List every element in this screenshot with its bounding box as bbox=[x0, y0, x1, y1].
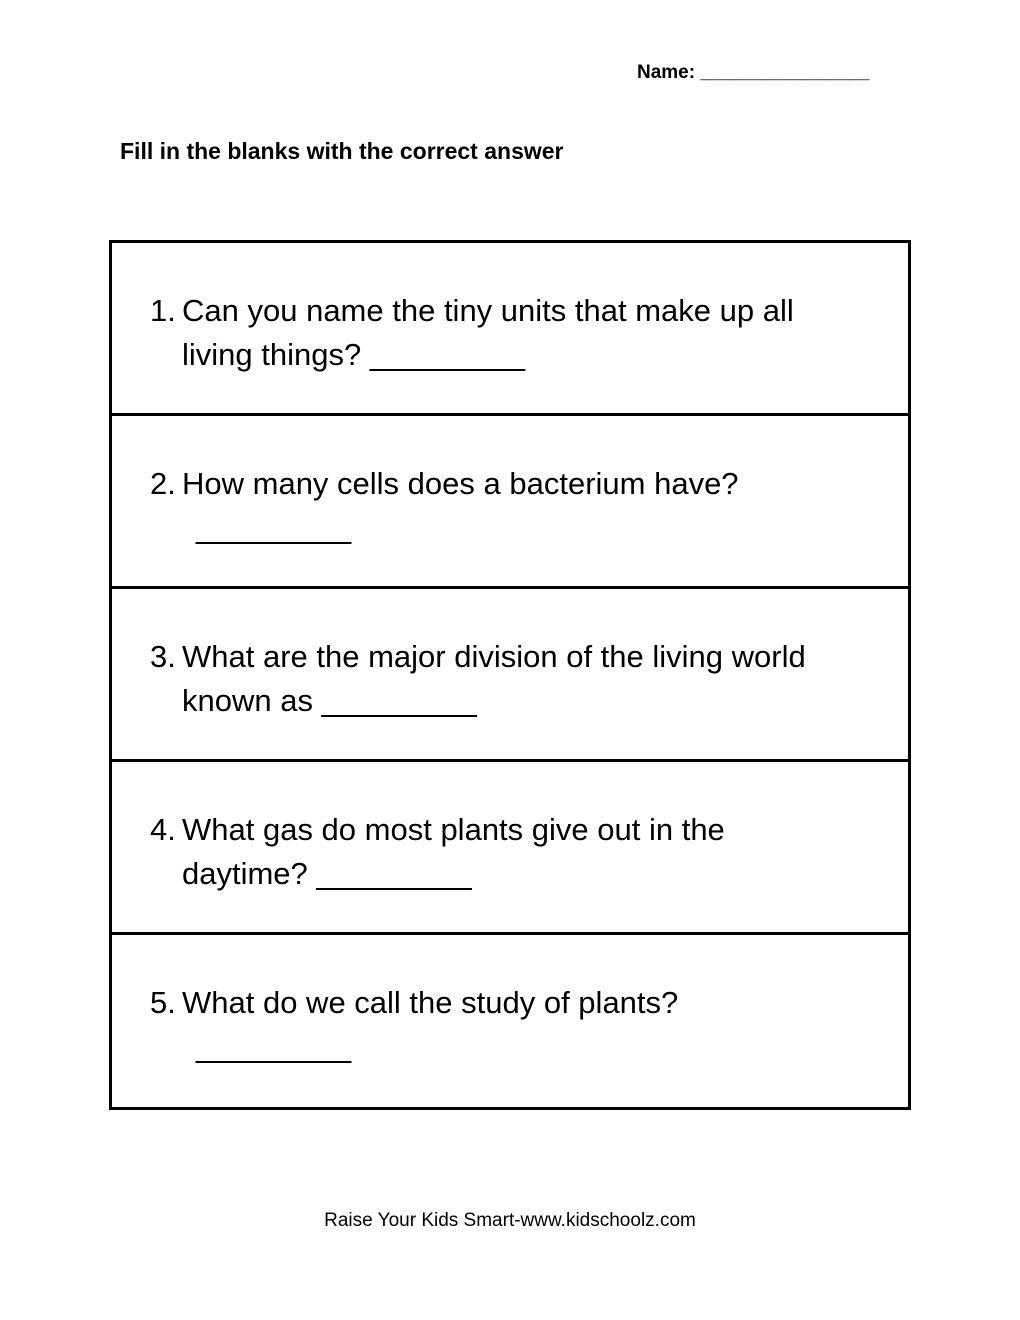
question-line: living things? _________ bbox=[182, 337, 525, 372]
footer-credit: Raise Your Kids Smart-www.kidschoolz.com bbox=[324, 1210, 696, 1231]
answer-blank: _________ bbox=[196, 510, 352, 545]
question-number: 2. bbox=[150, 466, 176, 501]
question-text bbox=[182, 635, 882, 723]
question-number: 4. bbox=[150, 812, 176, 847]
question-table bbox=[109, 240, 911, 1110]
question-number: 5. bbox=[150, 985, 176, 1020]
question-number: 1. bbox=[150, 293, 176, 328]
question-row-1 bbox=[112, 243, 908, 416]
question-line: What are the major division of the living world bbox=[182, 639, 806, 674]
name-field-label: Name: ________________ bbox=[637, 62, 870, 83]
question-row-4 bbox=[112, 762, 908, 935]
question-line: daytime? _________ bbox=[182, 856, 472, 891]
question-text bbox=[182, 808, 882, 896]
question-line: How many cells does a bacterium have? bbox=[182, 466, 739, 501]
question-text bbox=[182, 462, 882, 550]
question-line: known as _________ bbox=[182, 683, 477, 718]
question-line: What gas do most plants give out in the bbox=[182, 812, 725, 847]
question-text bbox=[182, 981, 882, 1069]
question-row-2 bbox=[112, 416, 908, 589]
question-row-5 bbox=[112, 935, 908, 1106]
question-number: 3. bbox=[150, 639, 176, 674]
instructions-heading: Fill in the blanks with the correct answer bbox=[120, 138, 564, 164]
question-row-3 bbox=[112, 589, 908, 762]
question-line: What do we call the study of plants? bbox=[182, 985, 679, 1020]
question-line: Can you name the tiny units that make up all bbox=[182, 293, 794, 328]
question-text bbox=[182, 289, 882, 377]
answer-blank: _________ bbox=[196, 1029, 352, 1064]
